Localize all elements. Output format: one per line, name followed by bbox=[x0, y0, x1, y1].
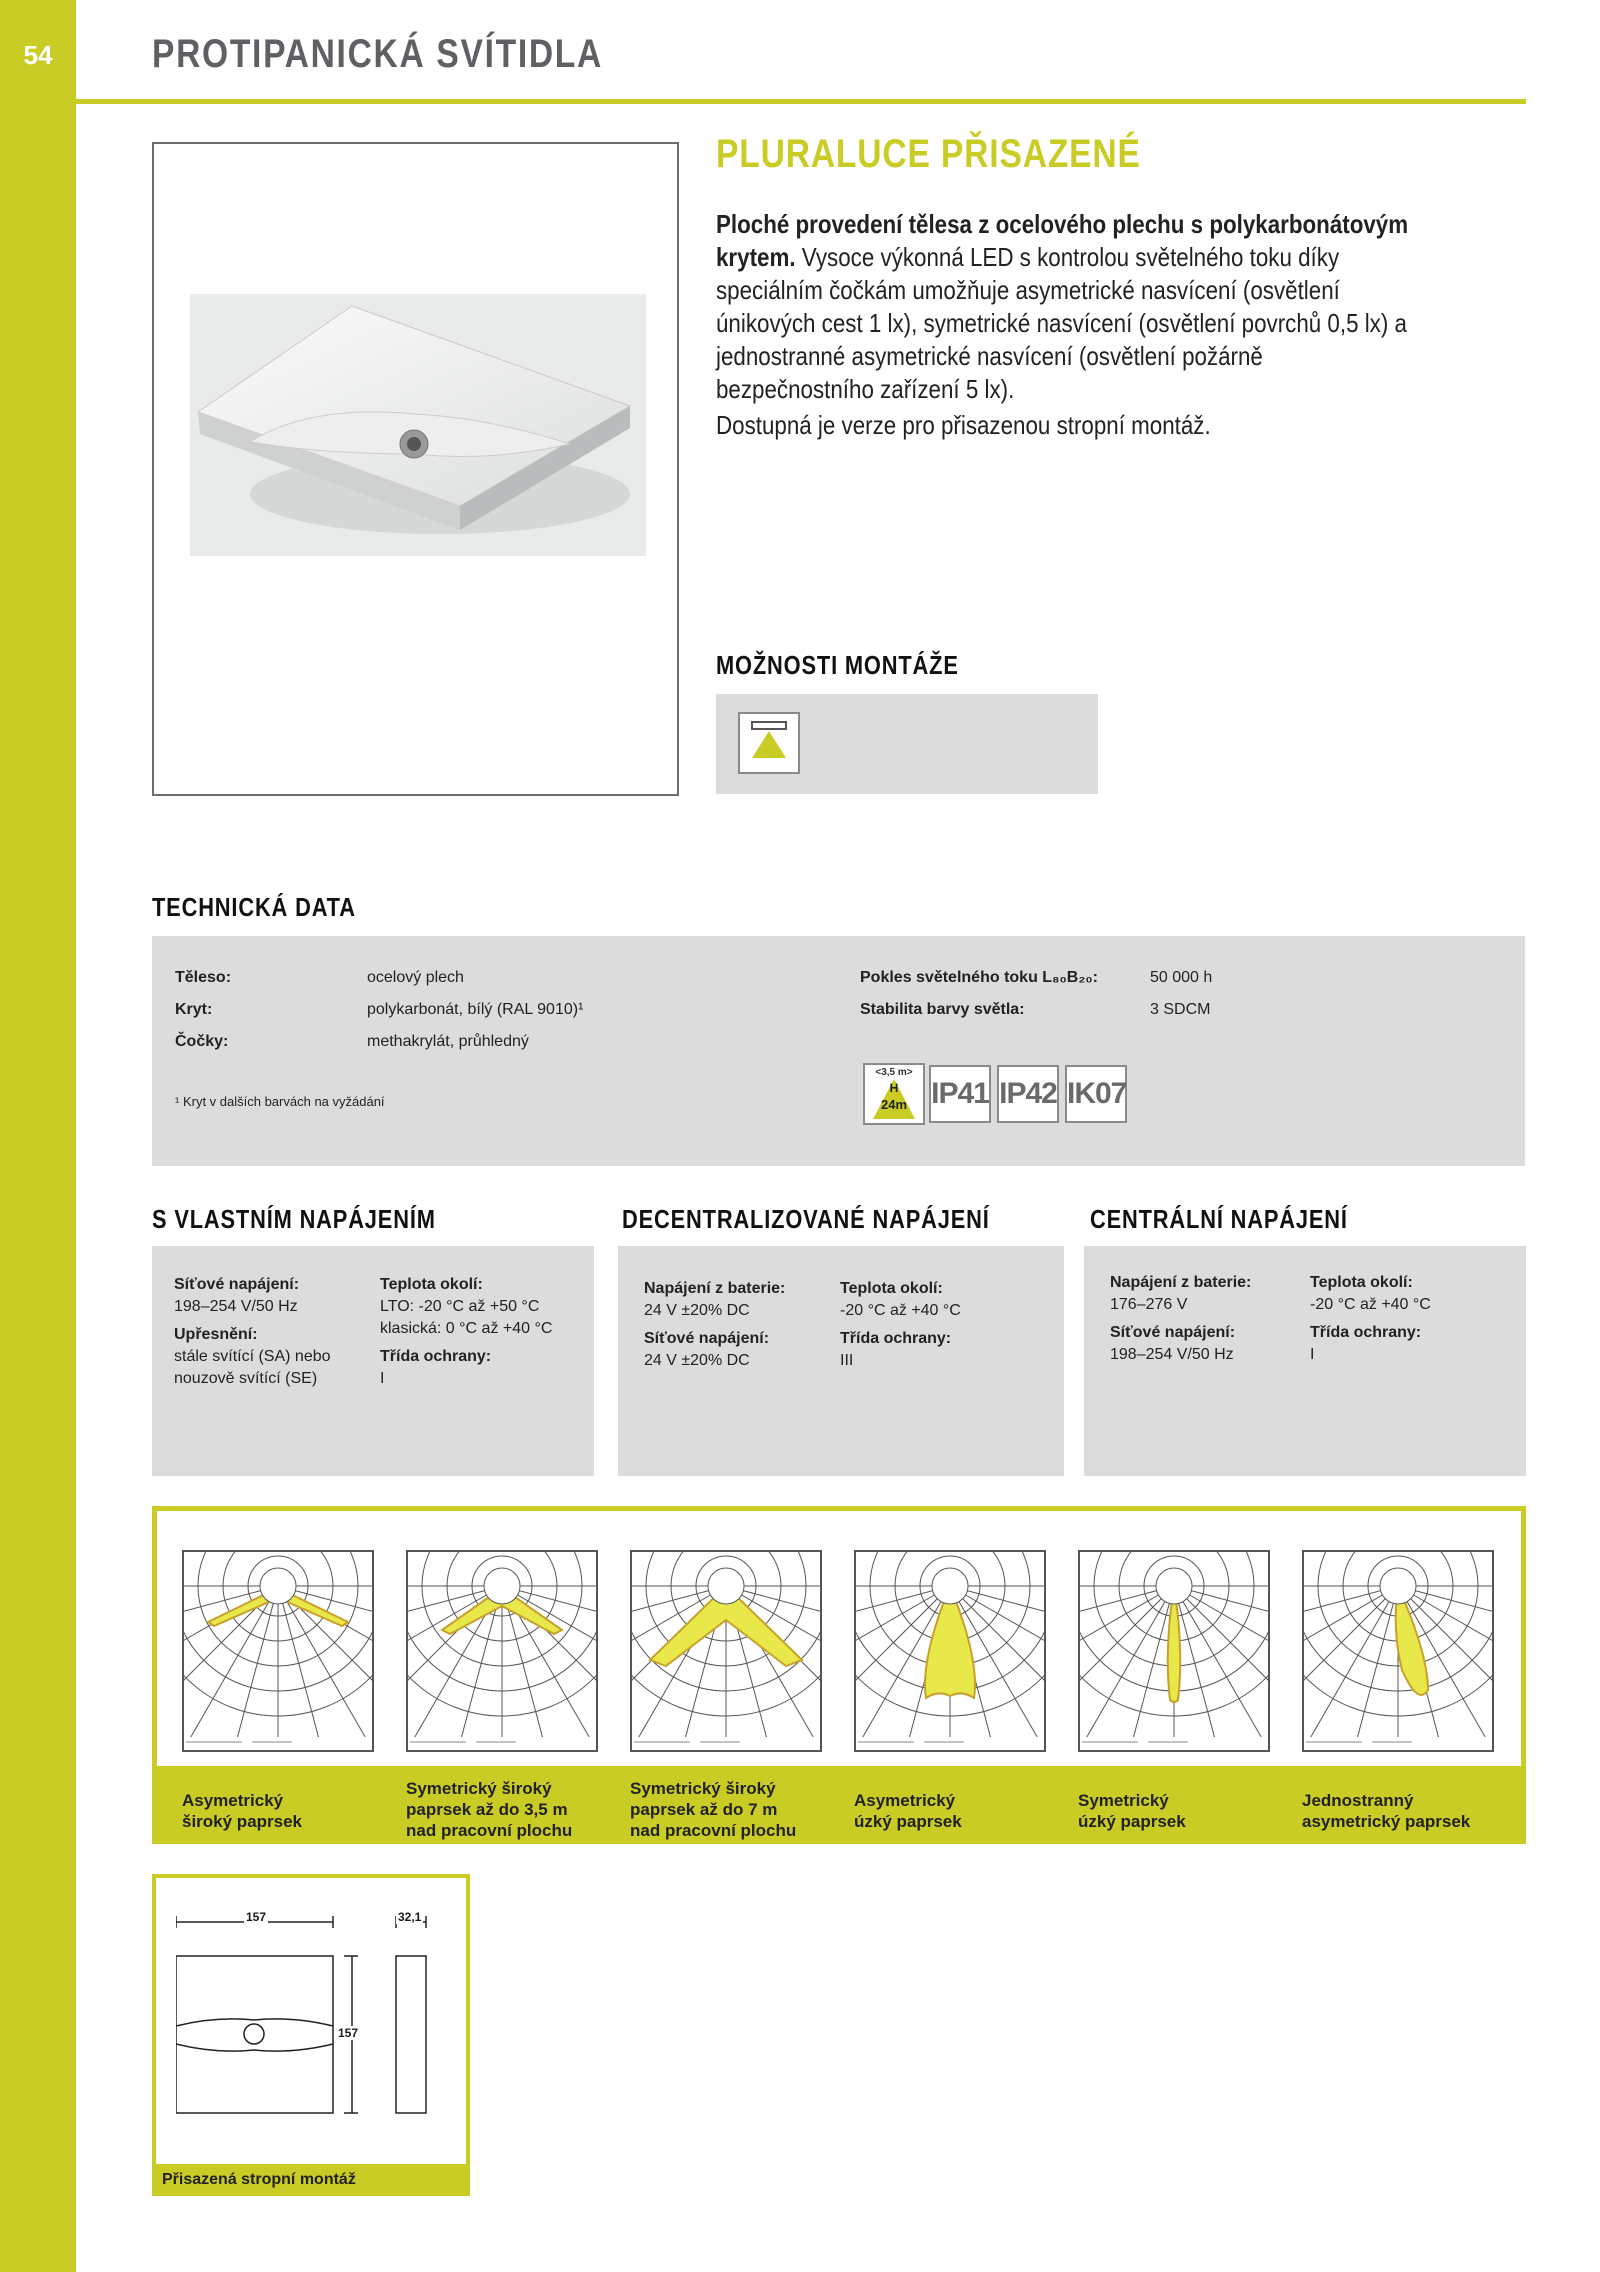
power-col bbox=[644, 1278, 785, 1372]
diagram-caption-line: úzký paprsek bbox=[1078, 1812, 1186, 1831]
power-label: Třída ochrany: bbox=[840, 1330, 952, 1347]
diagram-caption-line: široký paprsek bbox=[182, 1812, 303, 1831]
product-availability: Dostupná je verze pro přisazenou stropní montáž. bbox=[716, 410, 1211, 440]
power-value: stále svítící (SA) nebo bbox=[174, 1348, 331, 1365]
tech-value: 50 000 h bbox=[1150, 969, 1213, 986]
power-value: 24 V ±20% DC bbox=[644, 1352, 750, 1369]
dimension-drawing-frame bbox=[152, 1874, 470, 2196]
description-body: Vysoce výkonná LED s kontrolou světelného toku díky speciálním čočkám umožňuje asymetrické nasvícení (osvětlení únikových cest 1 lx), symetrické nasvícení (osvětlení povrchů 0,5 lx) a jednostranné asymetrické nasvícení (osvětlení požárně bezpečnostního zařízení 5 lx). bbox=[716, 242, 1407, 404]
ceiling-mount-icon bbox=[738, 712, 800, 774]
power-heading: S VLASTNÍM NAPÁJENÍM bbox=[152, 1204, 436, 1234]
power-panel-self bbox=[152, 1246, 594, 1476]
polar-diagram bbox=[1078, 1550, 1270, 1757]
diagram-caption bbox=[406, 1778, 572, 1841]
power-value: I bbox=[1310, 1346, 1315, 1363]
diagram-caption-line: Symetrický široký bbox=[406, 1779, 552, 1798]
power-label: Třída ochrany: bbox=[380, 1348, 492, 1365]
diagram-caption-line: paprsek až do 7 m bbox=[630, 1800, 778, 1819]
header-rule bbox=[76, 99, 1526, 104]
power-heading: DECENTRALIZOVANÉ NAPÁJENÍ bbox=[622, 1204, 990, 1234]
power-value: I bbox=[380, 1370, 385, 1387]
power-label: Třída ochrany: bbox=[1310, 1324, 1422, 1341]
power-value: III bbox=[840, 1352, 854, 1369]
height-badge-range: <3,5 m> bbox=[875, 1067, 913, 1078]
description-lead: Ploché provedení tělesa z ocelového plechu s polykarbonátovým krytem. bbox=[716, 209, 1409, 272]
mounting-options bbox=[716, 694, 1098, 794]
power-value: 198–254 V/50 Hz bbox=[174, 1298, 298, 1315]
tech-row bbox=[860, 969, 1098, 987]
diagram-caption bbox=[630, 1778, 796, 1841]
tech-label: Čočky: bbox=[175, 1033, 229, 1050]
power-label: Síťové napájení: bbox=[1110, 1324, 1236, 1341]
side-accent-bar bbox=[0, 0, 76, 2272]
power-heading: CENTRÁLNÍ NAPÁJENÍ bbox=[1090, 1204, 1348, 1234]
diagram-caption-line: asymetrický paprsek bbox=[1302, 1812, 1471, 1831]
power-col bbox=[380, 1274, 552, 1390]
tech-row bbox=[175, 1033, 228, 1051]
power-label: Síťové napájení: bbox=[644, 1330, 770, 1347]
diagram-caption bbox=[1078, 1790, 1186, 1832]
power-label: Napájení z baterie: bbox=[1110, 1274, 1252, 1291]
diagram-caption bbox=[182, 1790, 302, 1832]
power-value: -20 °C až +40 °C bbox=[1310, 1296, 1431, 1313]
power-panel-central bbox=[1084, 1246, 1526, 1476]
tech-data-heading: TECHNICKÁ DATA bbox=[152, 892, 356, 922]
height-badge bbox=[863, 1063, 925, 1125]
diagram-caption-line: Symetrický široký bbox=[630, 1779, 776, 1798]
diagram-caption-line: úzký paprsek bbox=[854, 1812, 962, 1831]
polar-diagram bbox=[406, 1550, 598, 1757]
tech-row bbox=[860, 1001, 1025, 1019]
power-value: 176–276 V bbox=[1110, 1296, 1188, 1313]
page-header-title: PROTIPANICKÁ SVÍTIDLA bbox=[152, 32, 603, 76]
tech-value: ocelový plech bbox=[367, 969, 464, 986]
polar-diagram bbox=[854, 1550, 1046, 1757]
power-label: Napájení z baterie: bbox=[644, 1280, 786, 1297]
tech-label: Těleso: bbox=[175, 969, 232, 986]
diagram-caption-line: nad pracovní plochu bbox=[630, 1821, 797, 1840]
power-value: 24 V ±20% DC bbox=[644, 1302, 750, 1319]
power-label: Síťové napájení: bbox=[174, 1276, 300, 1293]
product-title: PLURALUCE PŘISAZENÉ bbox=[716, 132, 1141, 176]
height-badge-value: 24m bbox=[880, 1097, 908, 1112]
mounting-heading: MOŽNOSTI MONTÁŽE bbox=[716, 650, 959, 680]
tech-label: Stabilita barvy světla: bbox=[860, 1001, 1025, 1018]
tech-value: 3 SDCM bbox=[1150, 1001, 1211, 1018]
tech-row bbox=[175, 1001, 212, 1019]
product-photo-frame bbox=[152, 142, 679, 796]
power-label: Upřesnění: bbox=[174, 1326, 258, 1343]
power-value: nouzově svítící (SE) bbox=[174, 1370, 318, 1387]
tech-value: polykarbonát, bílý (RAL 9010)¹ bbox=[367, 1001, 584, 1018]
ip41-badge: IP41 bbox=[929, 1065, 991, 1123]
product-photo bbox=[190, 294, 646, 556]
power-label: Teplota okolí: bbox=[1310, 1274, 1413, 1291]
polar-diagram bbox=[1302, 1550, 1494, 1757]
power-col bbox=[174, 1274, 331, 1390]
polar-diagram bbox=[182, 1550, 374, 1757]
dimension-drawing bbox=[176, 1906, 456, 2146]
power-panel-decentral bbox=[618, 1246, 1064, 1476]
polar-diagram bbox=[630, 1550, 822, 1757]
tech-data-panel bbox=[152, 936, 1525, 1166]
product-description bbox=[716, 208, 1419, 406]
ik07-badge: IK07 bbox=[1065, 1065, 1127, 1123]
luminaire-illustration bbox=[190, 294, 646, 556]
power-value: 198–254 V/50 Hz bbox=[1110, 1346, 1234, 1363]
tech-value: methakrylát, průhledný bbox=[367, 1033, 529, 1050]
diagram-caption-line: Asymetrický bbox=[854, 1791, 956, 1810]
diagram-caption bbox=[854, 1790, 962, 1832]
dim-height: 157 bbox=[338, 2026, 359, 2040]
power-col bbox=[1310, 1272, 1431, 1366]
tech-label: Kryt: bbox=[175, 1001, 213, 1018]
diagram-caption-line: paprsek až do 3,5 m bbox=[406, 1800, 568, 1819]
diagram-caption-line: Jednostranný bbox=[1302, 1791, 1414, 1810]
power-col bbox=[840, 1278, 961, 1372]
power-value: LTO: -20 °C až +50 °C bbox=[380, 1298, 540, 1315]
tech-label: Pokles světelného toku L₈₀B₂₀: bbox=[860, 969, 1098, 986]
dim-width: 157 bbox=[246, 1910, 267, 1924]
diagram-caption bbox=[1302, 1790, 1470, 1832]
diagram-caption-line: Symetrický bbox=[1078, 1791, 1169, 1810]
power-label: Teplota okolí: bbox=[840, 1280, 943, 1297]
power-value: -20 °C až +40 °C bbox=[840, 1302, 961, 1319]
tech-row bbox=[175, 969, 231, 987]
page-number: 54 bbox=[23, 40, 53, 70]
dimension-caption: Přisazená stropní montáž bbox=[162, 2171, 356, 2188]
diagram-caption-line: Asymetrický bbox=[182, 1791, 284, 1810]
height-badge-h: H bbox=[889, 1081, 899, 1095]
power-label: Teplota okolí: bbox=[380, 1276, 483, 1293]
tech-footnote: ¹ Kryt v dalších barvách na vyžádání bbox=[175, 1094, 385, 1109]
power-value: klasická: 0 °C až +40 °C bbox=[380, 1320, 553, 1337]
ip42-badge: IP42 bbox=[997, 1065, 1059, 1123]
power-col bbox=[1110, 1272, 1251, 1366]
diagram-caption-line: nad pracovní plochu bbox=[406, 1821, 573, 1840]
dim-depth: 32,1 bbox=[398, 1910, 422, 1924]
dimension-caption-bar bbox=[152, 2164, 470, 2196]
